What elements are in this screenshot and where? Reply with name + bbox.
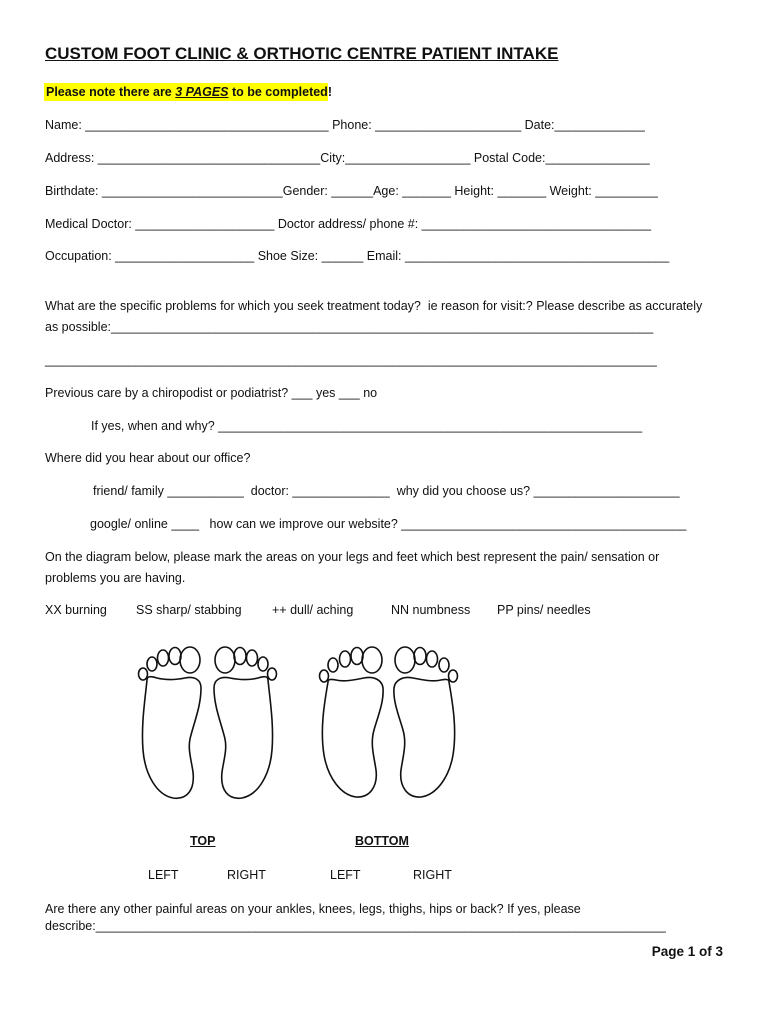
other-pain-question: Are there any other painful areas on your ankles, knees, legs, thighs, hips or back? If yes, please xyxy=(45,902,581,916)
right-foot-bottom-outline xyxy=(394,677,455,797)
referral-question: Where did you hear about our office? xyxy=(45,451,251,465)
right-foot-top-toe-5 xyxy=(215,647,235,673)
previous-care-question[interactable]: Previous care by a chiropodist or podiatrist? ___ yes ___ no xyxy=(45,386,378,400)
left-foot-bottom-toe-3 xyxy=(340,651,351,667)
bottom-view-label: BOTTOM xyxy=(355,834,409,848)
left-foot-top-outline xyxy=(142,677,201,799)
address-city-postal-line[interactable]: Address: ________________________________City:__________________ Postal Code:_______________ xyxy=(45,151,650,165)
medical-doctor-line[interactable]: Medical Doctor: ____________________ Doctor address/ phone #: _________________________________ xyxy=(45,217,652,231)
right-foot-bottom-toe-1 xyxy=(449,670,458,682)
legend-sharp: SS sharp/ stabbing xyxy=(136,603,242,617)
other-pain-answer-line[interactable]: describe:__________________________________________________________________________________ xyxy=(45,919,666,933)
left-foot-bottom-outline xyxy=(322,677,383,797)
legend-numbness: NN numbness xyxy=(391,603,471,617)
left-foot-bottom-toe-4 xyxy=(351,648,363,665)
pages-notice xyxy=(44,83,332,101)
problems-answer-line-1[interactable]: as possible:______________________________________________________________________________ xyxy=(45,320,654,334)
problems-question: What are the specific problems for which you seek treatment today? ie reason for visit:? Please describe as accurately xyxy=(45,299,703,313)
right-foot-bottom-toe-3 xyxy=(427,651,438,667)
left-foot-top-toe-1 xyxy=(139,668,148,680)
legend-burning: XX burning xyxy=(45,603,107,617)
birthdate-gender-age-line[interactable]: Birthdate: __________________________Gender: ______Age: _______ Height: _______ Weight: _________ xyxy=(45,184,658,198)
feet-top-diagram[interactable] xyxy=(135,640,280,805)
notice-emphasis: 3 PAGES xyxy=(175,85,229,99)
right-foot-top-toe-2 xyxy=(258,657,268,671)
left-foot-top-toe-2 xyxy=(147,657,157,671)
right-foot-bottom-toe-2 xyxy=(439,658,449,672)
name-phone-date-line[interactable]: Name: ___________________________________ Phone: _____________________ Date:_____________ xyxy=(45,118,645,132)
page-number: Page 1 of 3 xyxy=(651,944,723,959)
left-foot-bottom-toe-5 xyxy=(362,647,382,673)
right-foot-bottom-toe-5 xyxy=(395,647,415,673)
bottom-right-label: RIGHT xyxy=(413,868,452,882)
legend-pins: PP pins/ needles xyxy=(497,603,591,617)
notice-suffix: to be completed! xyxy=(228,85,332,99)
left-foot-bottom-toe-1 xyxy=(320,670,329,682)
diagram-instruction-2: problems you are having. xyxy=(45,571,186,585)
bottom-left-label: LEFT xyxy=(330,868,361,882)
right-foot-top-toe-3 xyxy=(247,650,258,666)
diagram-instruction-1: On the diagram below, please mark the areas on your legs and feet which best represent the pain/ sensation or xyxy=(45,550,660,564)
right-foot-bottom-toe-4 xyxy=(414,648,426,665)
top-right-label: RIGHT xyxy=(227,868,266,882)
left-foot-top-toe-5 xyxy=(180,647,200,673)
form-title: CUSTOM FOOT CLINIC & ORTHOTIC CENTRE PATIENT INTAKE xyxy=(45,44,559,63)
previous-care-followup[interactable]: If yes, when and why? _____________________________________________________________ xyxy=(91,419,643,433)
legend-dull: ++ dull/ aching xyxy=(272,603,354,617)
left-foot-bottom-toe-2 xyxy=(328,658,338,672)
top-left-label: LEFT xyxy=(148,868,179,882)
top-view-label: TOP xyxy=(190,834,216,848)
problems-answer-line-2[interactable]: ________________________________________________________________________________________ xyxy=(45,353,657,367)
left-foot-top-toe-3 xyxy=(158,650,169,666)
right-foot-top-toe-4 xyxy=(234,648,246,665)
referral-online-line[interactable]: google/ online ____ how can we improve our website? _________________________________________ xyxy=(90,517,687,531)
right-foot-top-toe-1 xyxy=(268,668,277,680)
left-foot-top-toe-4 xyxy=(169,648,181,665)
right-foot-top-outline xyxy=(214,677,273,799)
occupation-shoe-email-line[interactable]: Occupation: ____________________ Shoe Size: ______ Email: ______________________________________ xyxy=(45,249,670,263)
feet-bottom-diagram[interactable] xyxy=(316,640,461,805)
referral-friend-line[interactable]: friend/ family ___________ doctor: ______________ why did you choose us? _____________________ xyxy=(93,484,680,498)
notice-prefix: Please note there are xyxy=(46,85,176,99)
